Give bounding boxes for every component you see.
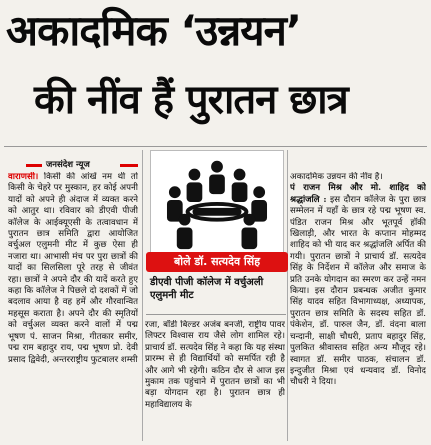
column-rule-2 — [287, 150, 288, 441]
column-rule-1 — [142, 150, 143, 441]
left-column — [8, 172, 138, 442]
byline-bar-right — [120, 164, 138, 167]
headline-line-1: अकादमिक ‘उन्नयन’ — [6, 6, 301, 55]
headline-line-2: की नींव हैं पुरातन छात्र — [34, 77, 348, 123]
subhead-kicker: पं राजन मिश्र और मो. शाहिद को श्रद्धांजलि : — [290, 183, 426, 205]
photo-banner: बोले डॉ. सत्यदेव सिंह — [146, 252, 288, 272]
dateline: वाराणसी। — [8, 172, 39, 182]
meeting-illustration — [150, 150, 284, 254]
byline: जनसंदेश न्यूज — [46, 160, 90, 170]
meeting-icon — [151, 151, 283, 253]
caption-divider — [146, 314, 286, 315]
left-column-text: किसी की आंखें नम थी तो किसी के चेहरे पर मुस्कान, हर कोई अपनी यादों को अपने ही अंदाज में व्यक्त करने को आतुर था। रविवार को डीएवी पीजी कॉलेज के आईक्यूएसी के तत्वावधान में पुरातन छात्र समिति द्वारा आयोजित वर्चुअल एलुमनी मीट में कुछ ऐसा ही नजारा था। आभासी मंच पर पुरा छात्रों की यादों का सिलसिला पूरे तरह से जीवंत रहा। छात्रों ने अपने दौर की यादें करते हुए कहा कि कॉलेज ने पिछले दो दशकों में जो बदलाव आया है वह हमें और गौरवान्वित महसूस कराता है। अपने दौर की स्मृतियों को वर्चुअल व्यक्त करने वालों में पद्म भूषण पं. साजन मिश्रा, गीतकार समीर, पद्म राम बहादुर राय, पद्म भूषण प्रो. देवी प्रसाद द्विवेदी, अन्तरराष्ट्रीय फुटबालर शम्सी — [8, 172, 138, 365]
photo-caption: डीएवी पीजी कॉलेज में वर्चुअली एलुमनी मीट — [150, 277, 264, 301]
byline-bar-left — [26, 164, 42, 167]
headline-divider — [4, 146, 427, 147]
right-column-top-line: अकादमिक उन्नयन की नींव है। — [290, 172, 383, 182]
middle-column: रजा, बॉडी बिल्डर अजंब बनर्जी, राष्ट्रीय पावर लिफ्टर विश्वास राय जैसे लोग शामिल रहे। प्राचार्य डॉ. सत्यदेव सिंह ने कहा कि यह संस्था प्रारम्भ से ही विद्यार्थियों को समर्पित रही है और आगे भी रहेगी। कठिन दौर से आज इस मुकाम तक पहुंचाने में पुरातन छात्रों का भी बड़ा योगदान रहा है। पुरातन छात्र ही महाविद्यालय के — [145, 320, 285, 410]
right-column — [290, 172, 426, 442]
right-column-text: इस दौरान कॉलेज के पुरा छात्र सम्मेलन में यहाँ के छात्र रहे पद्म भूषण स्व. पंडित राजन मिश्र और भूतपूर्व हॉकी खिलाड़ी, और भारत के कप्तान मोहम्मद शाहिद को भी याद कर श्रद्धांजलि अर्पित की गयी। पुरातन छात्रों ने प्राचार्य डॉ. सत्यदेव सिंह के निर्देशन में कॉलेज और समाज के प्रति उनके योगदान का स्मरण कर उन्हें नमन किया। इस दौरान प्रबन्धक अजीत कुमार सिंह यादव सहित विभागाध्यक्ष, अध्यापक, पुरातन छात्र समिति के सदस्य सहित डॉ. पंकेशेन, डॉ. पारुल जैन, डॉ. वंदना बाला चन्दानी, साक्षी चौधरी, प्रताप बहादुर सिंह, पुलकित श्रीवास्तव सहित अन्य मौजूद रहे। स्वागत डॉ. समीर पाठक, संचालन डॉ. इन्दुजीत मिश्रा एवं धन्यवाद डॉ. विनोद चौधरी ने दिया। — [290, 194, 426, 388]
